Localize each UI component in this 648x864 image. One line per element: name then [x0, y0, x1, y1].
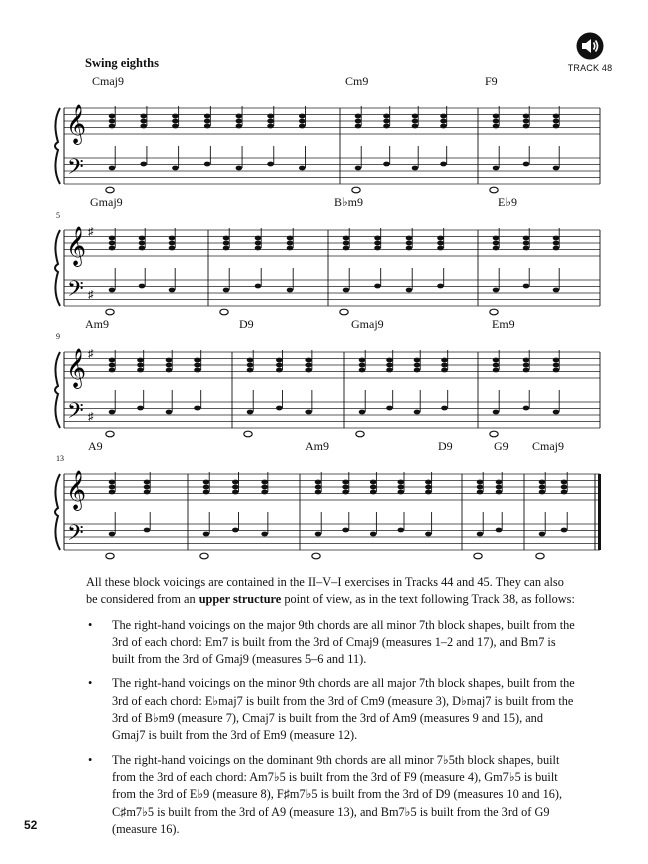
brace	[55, 474, 60, 550]
notehead	[359, 363, 366, 368]
notehead	[255, 236, 262, 241]
whole-note	[106, 309, 114, 315]
chord-symbol: F9	[485, 74, 498, 88]
whole-note	[220, 309, 228, 315]
measure-number: 9	[56, 332, 60, 341]
notehead	[342, 528, 349, 533]
whole-note	[356, 431, 364, 437]
notehead	[370, 532, 377, 537]
notehead	[386, 368, 393, 373]
list-item	[86, 617, 576, 669]
sharp-icon: ♯	[88, 411, 94, 423]
music-system	[0, 330, 648, 446]
notehead	[255, 284, 262, 289]
notehead	[137, 363, 144, 368]
notehead	[343, 288, 350, 293]
notehead	[172, 124, 179, 129]
notehead	[355, 114, 362, 119]
chord-symbol: Am9	[85, 317, 109, 331]
chord-symbol: G9	[494, 439, 509, 453]
list-item-text: The right-hand voicings on the major 9th chords are all minor 7th block shapes, built from the 3rd of each chord: Em7 is built from the 3rd of Cmaj9 (measures 1–2 and 17), and Bm7 is built from the 3rd of Gmaj9 (measures 5–6 and 11).	[112, 617, 575, 667]
chord-symbol: Em9	[492, 317, 515, 331]
notehead	[109, 358, 116, 363]
notehead	[194, 363, 201, 368]
notehead	[383, 162, 390, 167]
notehead	[137, 358, 144, 363]
notehead	[493, 358, 500, 363]
notehead	[523, 119, 530, 124]
notehead	[412, 166, 419, 171]
notehead	[166, 410, 173, 415]
notehead	[553, 114, 560, 119]
notehead	[553, 236, 560, 241]
notehead	[140, 162, 147, 167]
intro-bold-term: upper structure	[198, 592, 282, 607]
notehead	[109, 480, 116, 485]
track-badge	[560, 32, 620, 73]
notehead	[414, 368, 421, 373]
notehead	[144, 528, 151, 533]
notehead	[553, 288, 560, 293]
notehead	[374, 236, 381, 241]
intro-text: All these block voicings are contained in the II–V–I exercises in Tracks 44 and 45. They can also be considered from an	[86, 575, 564, 607]
bullet-icon: •	[88, 676, 93, 691]
list-item	[86, 675, 576, 744]
notehead	[539, 490, 546, 495]
notehead	[370, 490, 377, 495]
notehead	[386, 363, 393, 368]
chord-symbol: B♭m9	[334, 195, 363, 209]
sharp-icon: ♯	[88, 289, 94, 301]
notehead	[109, 368, 116, 373]
notehead	[496, 485, 503, 490]
whole-note	[312, 553, 320, 559]
notehead	[169, 236, 176, 241]
notehead	[166, 368, 173, 373]
brace	[55, 230, 60, 306]
notehead	[523, 124, 530, 129]
bass-clef-icon: 𝄢	[67, 399, 84, 429]
notehead	[203, 485, 210, 490]
notehead	[276, 368, 283, 373]
notehead	[539, 532, 546, 537]
whole-note	[200, 553, 208, 559]
notehead	[109, 166, 116, 171]
notehead	[236, 124, 243, 129]
whole-note	[340, 309, 348, 315]
notehead	[109, 119, 116, 124]
notehead	[203, 532, 210, 537]
notehead	[539, 480, 546, 485]
notehead	[440, 124, 447, 129]
measure-number: 5	[56, 211, 60, 220]
notehead	[383, 119, 390, 124]
notehead	[406, 241, 413, 246]
notehead	[359, 410, 366, 415]
notehead	[493, 288, 500, 293]
bass-clef-icon: 𝄢	[67, 521, 84, 551]
notehead	[386, 406, 393, 411]
notehead	[109, 236, 116, 241]
notehead	[204, 119, 211, 124]
brace	[55, 352, 60, 428]
notehead	[374, 241, 381, 246]
notehead	[383, 114, 390, 119]
notehead	[299, 166, 306, 171]
notehead	[493, 124, 500, 129]
notehead	[553, 124, 560, 129]
notehead	[342, 480, 349, 485]
notehead	[370, 485, 377, 490]
notehead	[236, 114, 243, 119]
notehead	[493, 236, 500, 241]
notehead	[139, 246, 146, 251]
notehead	[496, 480, 503, 485]
notehead	[139, 241, 146, 246]
whole-note	[106, 187, 114, 193]
notehead	[561, 485, 568, 490]
notehead	[386, 358, 393, 363]
notehead	[232, 490, 239, 495]
notehead	[109, 485, 116, 490]
notehead	[425, 532, 432, 537]
notehead	[561, 490, 568, 495]
notehead	[496, 528, 503, 533]
notehead	[493, 166, 500, 171]
intro-paragraph	[86, 574, 576, 609]
notehead	[523, 406, 530, 411]
notehead	[523, 284, 530, 289]
notehead	[144, 490, 151, 495]
final-barline	[598, 474, 601, 550]
notehead	[414, 358, 421, 363]
notehead	[398, 528, 405, 533]
brace	[55, 108, 60, 184]
notehead	[493, 241, 500, 246]
notehead	[276, 363, 283, 368]
notehead	[287, 241, 294, 246]
notehead	[203, 490, 210, 495]
notehead	[236, 166, 243, 171]
notehead	[539, 485, 546, 490]
treble-clef-icon: 𝄞	[66, 470, 87, 510]
notehead	[139, 284, 146, 289]
notehead	[374, 284, 381, 289]
treble-clef-icon: 𝄞	[66, 348, 87, 388]
notehead	[561, 528, 568, 533]
notehead	[398, 485, 405, 490]
notehead	[355, 166, 362, 171]
chord-symbol: Cm9	[345, 74, 369, 88]
notehead	[553, 119, 560, 124]
notehead	[109, 288, 116, 293]
chord-symbol: Gmaj9	[90, 195, 123, 209]
notehead	[315, 490, 322, 495]
notehead	[561, 480, 568, 485]
notehead	[437, 241, 444, 246]
notehead	[172, 114, 179, 119]
whole-note	[106, 431, 114, 437]
notehead	[109, 532, 116, 537]
notehead	[553, 363, 560, 368]
notehead	[493, 410, 500, 415]
notehead	[305, 368, 312, 373]
notehead	[137, 406, 144, 411]
notehead	[315, 532, 322, 537]
notehead	[342, 490, 349, 495]
notehead	[440, 119, 447, 124]
notehead	[374, 246, 381, 251]
notehead	[169, 241, 176, 246]
notehead	[523, 363, 530, 368]
chord-symbol: D9	[239, 317, 254, 331]
notehead	[109, 114, 116, 119]
notehead	[305, 363, 312, 368]
notehead	[223, 288, 230, 293]
notehead	[109, 246, 116, 251]
notehead	[203, 480, 210, 485]
whole-note	[536, 553, 544, 559]
notehead	[172, 119, 179, 124]
notehead	[493, 119, 500, 124]
music-system	[0, 86, 648, 202]
notehead	[553, 246, 560, 251]
notehead	[247, 363, 254, 368]
whole-note	[106, 553, 114, 559]
notehead	[406, 236, 413, 241]
notehead	[232, 528, 239, 533]
notehead	[255, 241, 262, 246]
whole-note	[244, 431, 252, 437]
notehead	[204, 124, 211, 129]
notehead	[441, 363, 448, 368]
notehead	[255, 246, 262, 251]
page-number: 52	[24, 818, 38, 832]
notehead	[440, 162, 447, 167]
notehead	[553, 368, 560, 373]
notehead	[437, 236, 444, 241]
notehead	[553, 410, 560, 415]
notehead	[299, 114, 306, 119]
notehead	[140, 119, 147, 124]
notehead	[287, 246, 294, 251]
notehead	[412, 119, 419, 124]
sharp-icon: ♯	[88, 348, 94, 360]
notehead	[553, 358, 560, 363]
notehead	[523, 236, 530, 241]
notehead	[359, 358, 366, 363]
notehead	[169, 246, 176, 251]
whole-note	[352, 187, 360, 193]
whole-note	[490, 431, 498, 437]
notehead	[440, 114, 447, 119]
notehead	[204, 114, 211, 119]
notehead	[398, 480, 405, 485]
notehead	[223, 236, 230, 241]
bullet-list	[86, 617, 576, 839]
notehead	[236, 119, 243, 124]
list-item	[86, 752, 576, 838]
notehead	[343, 241, 350, 246]
notehead	[137, 368, 144, 373]
notehead	[261, 490, 268, 495]
notehead	[140, 114, 147, 119]
notehead	[406, 246, 413, 251]
notehead	[523, 241, 530, 246]
music-system	[0, 452, 648, 568]
notehead	[412, 114, 419, 119]
notehead	[267, 119, 274, 124]
notehead	[204, 162, 211, 167]
notehead	[267, 124, 274, 129]
notehead	[305, 358, 312, 363]
notehead	[194, 368, 201, 373]
list-item-text: The right-hand voicings on the dominant 9th chords are all minor 7♭5th block shapes, built from the 3rd of each chord: Am7♭5 is built from the 3rd of F9 (measure 4), Gm7♭5 is built from the 3rd of E♭9 (measure 8), F♯m7♭5 is built from the 3rd of D9 (measures 10 and 16), C♯m7♭5 is built from the 3rd of A9 (measure 13), and Bm7♭5 is built from the 3rd of G9 (measure 16).	[112, 752, 563, 836]
notehead	[441, 358, 448, 363]
notehead	[194, 358, 201, 363]
notehead	[172, 166, 179, 171]
chord-symbol: A9	[88, 439, 103, 453]
notehead	[496, 490, 503, 495]
notehead	[287, 288, 294, 293]
notehead	[493, 363, 500, 368]
notehead	[315, 485, 322, 490]
notehead	[493, 246, 500, 251]
notehead	[315, 480, 322, 485]
notehead	[287, 236, 294, 241]
body-text	[86, 574, 576, 845]
notehead	[343, 236, 350, 241]
notehead	[342, 485, 349, 490]
notehead	[398, 490, 405, 495]
notehead	[477, 480, 484, 485]
notehead	[139, 236, 146, 241]
notehead	[343, 246, 350, 251]
notehead	[383, 124, 390, 129]
notehead	[441, 406, 448, 411]
notehead	[109, 490, 116, 495]
notehead	[261, 532, 268, 537]
notehead	[477, 532, 484, 537]
notehead	[247, 358, 254, 363]
notehead	[267, 114, 274, 119]
notehead	[414, 410, 421, 415]
notehead	[441, 368, 448, 373]
notehead	[169, 288, 176, 293]
bass-clef-icon: 𝄢	[67, 155, 84, 185]
notehead	[166, 363, 173, 368]
chord-symbol: Cmaj9	[92, 74, 124, 88]
notehead	[553, 166, 560, 171]
speaker-icon[interactable]	[576, 32, 604, 60]
notehead	[261, 485, 268, 490]
notehead	[144, 485, 151, 490]
bullet-icon: •	[88, 752, 93, 767]
notehead	[370, 480, 377, 485]
tempo-marking: Swing eighths	[85, 56, 159, 70]
notehead	[359, 368, 366, 373]
treble-clef-icon: 𝄞	[66, 104, 87, 144]
notehead	[412, 124, 419, 129]
notehead	[493, 114, 500, 119]
list-item-text: The right-hand voicings on the minor 9th chords are all major 7th block shapes, built from the 3rd of each chord: E♭maj7 is built from the 3rd of Cm9 (measure 3), D♭maj7 is built from the 3rd of B♭m9 (measure 7), Cmaj7 is built from the 3rd of Am9 (measures 9 and 15), and Gmaj7 is built from the 3rd of Em9 (measure 12).	[112, 676, 575, 743]
chord-symbol: Gmaj9	[351, 317, 384, 331]
bass-clef-icon: 𝄢	[67, 277, 84, 307]
notehead	[477, 485, 484, 490]
notehead	[232, 485, 239, 490]
notehead	[355, 124, 362, 129]
notehead	[523, 368, 530, 373]
notehead	[437, 284, 444, 289]
whole-note	[474, 553, 482, 559]
notehead	[109, 124, 116, 129]
bullet-icon: •	[88, 617, 93, 632]
notehead	[261, 480, 268, 485]
notehead	[414, 363, 421, 368]
music-system	[0, 208, 648, 324]
intro-text: point of view, as in the text following Track 38, as follows:	[281, 592, 575, 607]
notehead	[247, 368, 254, 373]
notehead	[355, 119, 362, 124]
notehead	[523, 114, 530, 119]
chord-symbol: D9	[438, 439, 453, 453]
notehead	[223, 241, 230, 246]
notehead	[109, 410, 116, 415]
notehead	[437, 246, 444, 251]
chord-symbol: Cmaj9	[532, 439, 564, 453]
notehead	[267, 162, 274, 167]
chord-symbol: E♭9	[498, 195, 517, 209]
notehead	[276, 406, 283, 411]
whole-note	[490, 187, 498, 193]
notehead	[247, 410, 254, 415]
notehead	[144, 480, 151, 485]
notehead	[305, 410, 312, 415]
notehead	[425, 485, 432, 490]
sharp-icon: ♯	[88, 226, 94, 238]
measure-number: 13	[56, 454, 64, 463]
notehead	[109, 241, 116, 246]
notehead	[109, 363, 116, 368]
notehead	[299, 124, 306, 129]
notehead	[223, 246, 230, 251]
notehead	[194, 406, 201, 411]
notehead	[477, 490, 484, 495]
notehead	[425, 480, 432, 485]
notehead	[232, 480, 239, 485]
notehead	[523, 358, 530, 363]
treble-clef-icon: 𝄞	[66, 226, 87, 266]
notehead	[425, 490, 432, 495]
notehead	[493, 368, 500, 373]
notehead	[406, 288, 413, 293]
notehead	[276, 358, 283, 363]
notehead	[523, 246, 530, 251]
track-label: TRACK 48	[567, 63, 613, 73]
notehead	[523, 162, 530, 167]
whole-note	[490, 309, 498, 315]
notehead	[553, 241, 560, 246]
notehead	[166, 358, 173, 363]
notehead	[299, 119, 306, 124]
notehead	[140, 124, 147, 129]
chord-symbol: Am9	[305, 439, 329, 453]
